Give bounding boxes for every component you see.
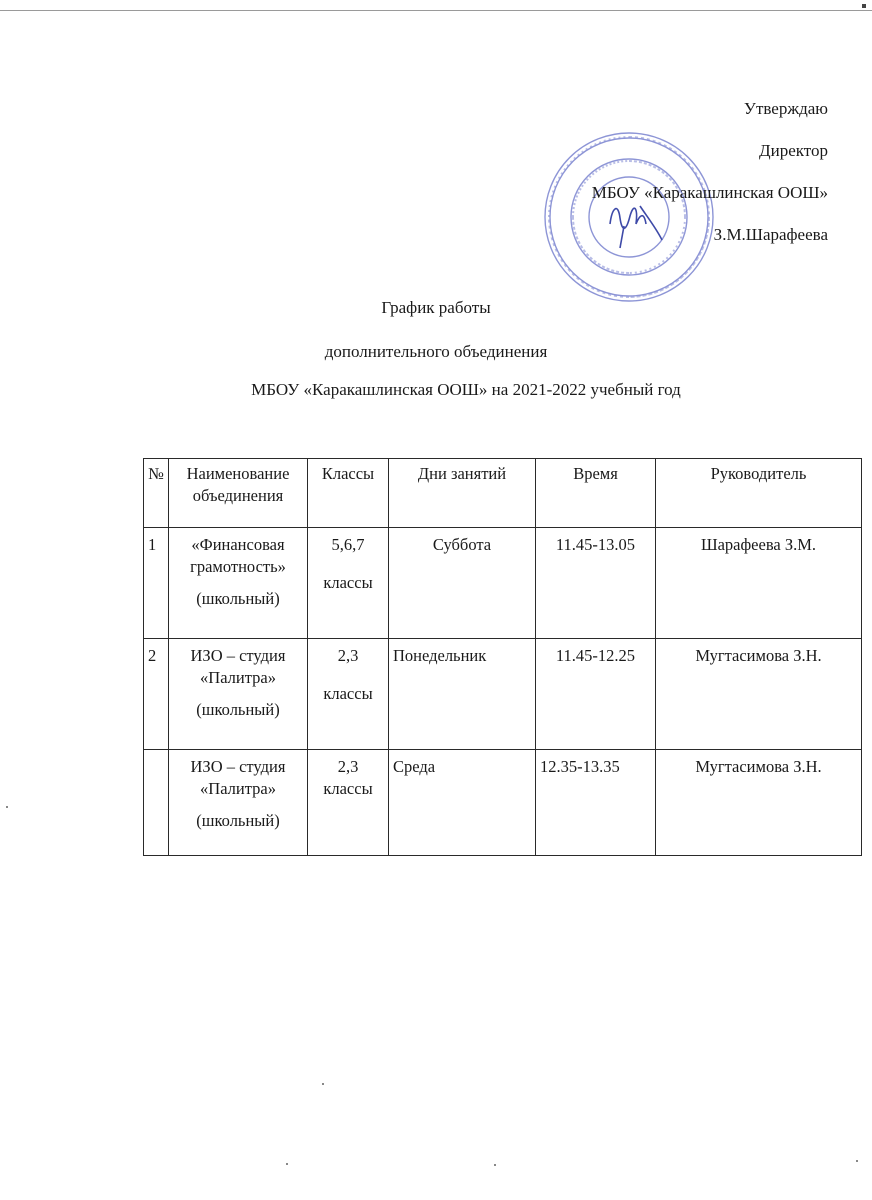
row-time: [536, 528, 656, 639]
row-days: [389, 639, 536, 750]
document-subtitle-school-year: МБОУ «Каракашлинская ООШ» на 2021-2022 учебный год: [251, 380, 681, 399]
row-classes-line1: 2,3: [337, 757, 359, 776]
scan-speck: [6, 806, 8, 808]
row-number-text: 2: [148, 646, 157, 665]
spacer: [308, 667, 388, 683]
scan-speck: [856, 1160, 858, 1162]
row-name-line3: (школьный): [196, 700, 280, 719]
scan-speck: [286, 1163, 288, 1165]
row-association-name: [169, 528, 308, 639]
table-header-row: [144, 459, 862, 528]
row-days-text: Понедельник: [393, 646, 487, 665]
scan-speck: [322, 1083, 324, 1085]
document-subtitle: дополнительного объединения: [324, 342, 548, 361]
spacer: [308, 556, 388, 572]
row-name-line2: «Палитра»: [200, 668, 276, 687]
row-days-text: Суббота: [432, 535, 492, 554]
row-name-line2: грамотность»: [190, 557, 286, 576]
schedule-table: [143, 458, 862, 856]
approval-block: [592, 88, 828, 256]
header-name-line2: объединения: [192, 486, 284, 505]
row-time-text: 11.45-12.25: [555, 646, 636, 665]
row-classes-line2: классы: [323, 573, 373, 592]
header-name-line1: Наименование: [186, 464, 290, 483]
row-number: [144, 750, 169, 856]
approval-position: Директор: [759, 141, 828, 160]
row-classes-line1: 2,3: [337, 646, 359, 665]
document-title: График работы: [381, 298, 491, 317]
row-days-text: Среда: [393, 757, 436, 776]
row-time: [536, 750, 656, 856]
row-name-line1: ИЗО – студия: [190, 646, 286, 665]
row-number: [144, 528, 169, 639]
scan-speck: [494, 1164, 496, 1166]
table-row: [144, 750, 862, 856]
row-classes-line2: классы: [323, 684, 373, 703]
table-row: [144, 639, 862, 750]
scan-mark: [862, 4, 866, 8]
row-name-line1: ИЗО – студия: [190, 757, 286, 776]
header-time: Время: [536, 459, 656, 528]
row-association-name: [169, 750, 308, 856]
row-association-name: [169, 639, 308, 750]
row-leader: [656, 639, 862, 750]
header-days: Дни занятий: [389, 459, 536, 528]
row-leader: [656, 750, 862, 856]
spacer: [169, 578, 307, 588]
row-classes: [308, 639, 389, 750]
header-association-name: [169, 459, 308, 528]
row-name-line1: «Финансовая: [191, 535, 285, 554]
row-classes-line2: классы: [323, 779, 373, 798]
row-leader-text: Мугтасимова З.Н.: [695, 757, 822, 776]
approval-approve-label: Утверждаю: [743, 99, 828, 118]
header-leader: Руководитель: [656, 459, 862, 528]
row-name-line3: (школьный): [196, 811, 280, 830]
row-name-line2: «Палитра»: [200, 779, 276, 798]
row-leader-text: Мугтасимова З.Н.: [695, 646, 822, 665]
approval-director-name: З.М.Шарафеева: [713, 225, 828, 244]
header-number: №: [144, 459, 169, 528]
spacer: [169, 689, 307, 699]
row-leader-text: Шарафеева З.М.: [700, 535, 817, 554]
approval-organization: МБОУ «Каракашлинская ООШ»: [591, 183, 828, 202]
scan-top-edge: [0, 10, 872, 11]
row-number-text: [148, 750, 168, 756]
row-time: [536, 639, 656, 750]
row-time-text: 12.35-13.35: [540, 757, 620, 776]
header-classes: Классы: [308, 459, 389, 528]
table-row: [144, 528, 862, 639]
row-days: [389, 528, 536, 639]
row-number: [144, 639, 169, 750]
row-classes: [308, 528, 389, 639]
row-days: [389, 750, 536, 856]
row-number-text: 1: [148, 535, 157, 554]
row-time-text: 11.45-13.05: [555, 535, 636, 554]
row-leader: [656, 528, 862, 639]
row-classes: [308, 750, 389, 856]
row-classes-line1: 5,6,7: [331, 535, 365, 554]
spacer: [169, 800, 307, 810]
row-name-line3: (школьный): [196, 589, 280, 608]
